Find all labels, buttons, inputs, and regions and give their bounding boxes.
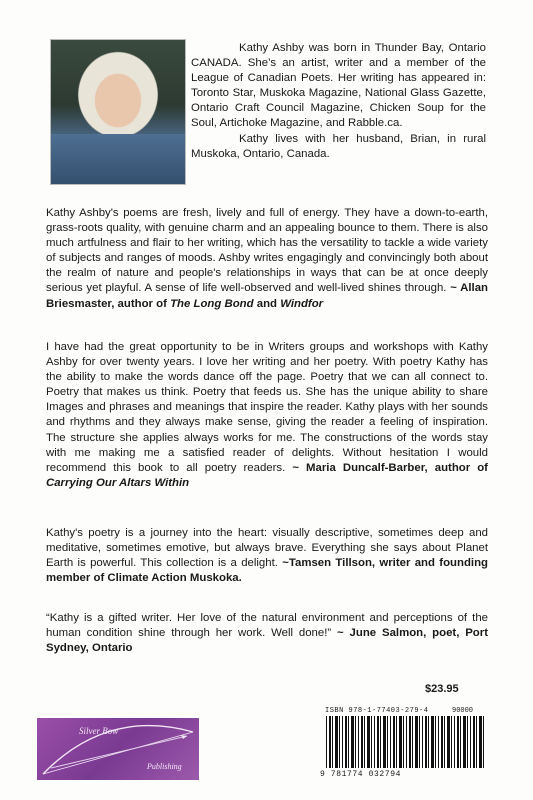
author-photo-jacket (51, 134, 185, 184)
review-2-text: I have had the great opportunity to be in Writers groups and workshops with Kathy Ashby for over twenty years. I love her writing and her poetry. With poetry Kathy has the ability to make the words dance off the page. Poetry that we can all connect to. Poetry that makes us think. Poetry that feeds us. She has the unique ability to share Images and phrases and meanings that inspire the reader. Kathy plays with her sounds and rhythms and they always make sense, giving the reader a feeling of inspiration. The structure she applies always works for me. The constructions of the words stay with me making me a satisfied reader of delights. Without hesitation I would recommend this book to all poetry readers. (46, 341, 488, 474)
barcode-digits: 9 781774 032794 (320, 770, 402, 779)
review-3-attribution: ~Tamsen Tillson, writer and founding member of Climate Action Muskoka. (46, 557, 488, 585)
publisher-logo (37, 718, 199, 780)
isbn-barcode (326, 716, 486, 768)
review-2 (46, 340, 488, 491)
price-label: $23.95 (425, 683, 459, 695)
isbn-label: ISBN 978-1-77403-279-4 (325, 707, 429, 715)
bio-paragraph-2: Kathy lives with her husband, Brian, in rural Muskoka, Ontario, Canada. (191, 132, 486, 160)
barcode-addon-digits: 90000 (452, 707, 474, 715)
bio-paragraph-1: Kathy Ashby was born in Thunder Bay, Ontario CANADA. She’s an artist, writer and a member of the League of Canadian Poets. Her writing has appeared in: Toronto Star, Muskoka Magazine, National Glass Gazette, Ontario Craft Council Magazine, Chicken Soup for the Soul, Artichoke Magazine, and Rabble.ca. (191, 42, 486, 130)
review-2-book-title: Carrying Our Altars Within (46, 476, 190, 489)
review-4-text: “Kathy is a gifted writer. Her love of the natural environment and perceptions of the human condition shine through her work. Well done!” (46, 612, 488, 640)
review-3-text: Kathy's poetry is a journey into the heart: visually descriptive, sometimes deep and meditative, sometimes emotive, but always brave. Everything she says about Planet Earth is powerful. This collection is a delight. (46, 527, 488, 570)
author-bio (191, 41, 486, 162)
review-3 (46, 526, 488, 586)
publisher-name-line-2: Publishing (147, 762, 182, 771)
review-1-text: Kathy Ashby's poems are fresh, lively and full of energy. They have a down-to-earth, grass-roots quality, with genuine charm and an appealing bounce to them. There is also much artfulness and flair to her writing, which has the versatility to tackle a wide variety of subjects and ranges of moods. Ashby writes engagingly and convincingly both about the realm of nature and people's relationships in ways that can be at once deeply serious yet playful. A sense of life well-observed and well-lived shines through. (46, 207, 488, 295)
review-1-attribution: ~ Allan Briesmaster, author of The Long Bond and Windfor (46, 282, 488, 310)
review-4 (46, 611, 488, 656)
author-photo (50, 39, 186, 185)
review-1 (46, 206, 488, 312)
review-1-book-title-2: Windfor (280, 297, 324, 310)
review-2-attribution: ~ Maria Duncalf-Barber, author of Carrying Our Altars Within (46, 461, 488, 489)
review-4-attribution: ~ June Salmon, poet, Port Sydney, Ontario (46, 627, 488, 655)
publisher-name-line-1: Silver Bow (79, 726, 119, 736)
review-1-book-title-1: The Long Bond (170, 297, 254, 310)
